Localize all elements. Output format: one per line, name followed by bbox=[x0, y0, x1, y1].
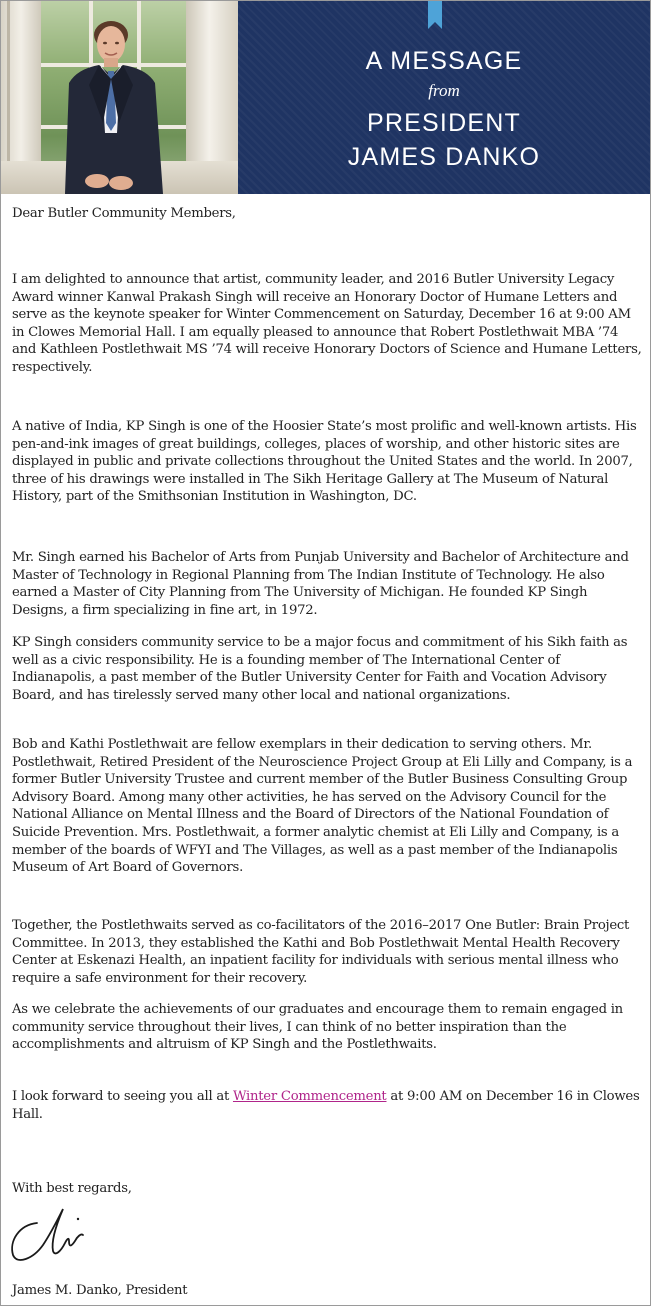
letter-salutation: Dear Butler Community Members, bbox=[12, 206, 236, 221]
letter-paragraph-8 bbox=[12, 1088, 642, 1123]
president-photo bbox=[1, 1, 238, 194]
paragraph-8-text-start: I look forward to seeing you all at bbox=[12, 1089, 233, 1104]
letter-signer: James M. Danko, President bbox=[12, 1283, 188, 1298]
winter-commencement-link[interactable]: Winter Commencement bbox=[232, 1089, 387, 1104]
letter-paragraph-6: Together, the Postlethwaits served as co-facilitators of the 2016–2017 One Butler: Brain Project Committee. In 2013, they established the Kathi and Bob Postlethwait Mental Health Recovery Center at Eskenazi Health, an inpatient facility for individuals with serious mental illness who require a safe environment for their recovery. bbox=[12, 918, 630, 986]
letter-paragraph-5: Bob and Kathi Postlethwait are fellow exemplars in their dedication to serving others. Mr. Postlethwait, Retired President of the Neuroscience Project Group at Eli Lilly and Company, is a former Butler University Trustee and current member of the Butler Business Consulting Group Advisory Board. Among many other activities, he has served on the Advisory Council for the National Alliance on Mental Illness and the Board of Directors of the National Foundation of Suicide Prevention. Mrs. Postlethwait, a former analytic chemist at Eli Lilly and Company, is a member of the boards of WFYI and The Villages, as well as a past member of the Indianapolis Museum of Art Board of Governors. bbox=[12, 737, 633, 876]
handwritten-signature bbox=[7, 1201, 97, 1267]
header-title-block bbox=[238, 1, 650, 194]
header-title-name: JAMES DANKO bbox=[347, 143, 541, 171]
letter-paragraph-3: Mr. Singh earned his Bachelor of Arts from Punjab University and Bachelor of Architecture and Master of Technology in Regional Planning from The Indian Institute of Technology. He also earned a Master of City Planning from The University of Michigan. He founded KP Singh Designs, a firm specializing in fine art, in 1972. bbox=[12, 550, 629, 618]
letter-paragraph-7: As we celebrate the achievements of our graduates and encourage them to remain engaged in community service throughout their lives, I can think of no better inspiration than the accomplishments and altruism of KP Singh and the Postlethwaits. bbox=[12, 1002, 623, 1053]
header-banner bbox=[1, 1, 650, 194]
header-title-from: from bbox=[428, 81, 460, 100]
letter-paragraph-2: A native of India, KP Singh is one of the Hoosier State’s most prolific and well-known artists. His pen-and-ink images of great buildings, colleges, places of worship, and other historic sites are displayed in public and private collections throughout the United States and the world. In 2007, three of his drawings were installed in The Sikh Heritage Gallery at The Museum of Natural History, part of the Smithsonian Institution in Washington, DC. bbox=[12, 419, 637, 505]
letter-closing: With best regards, bbox=[12, 1181, 132, 1196]
letter-paragraph-4: KP Singh considers community service to be a major focus and commitment of his Sikh faith as well as a civic responsibility. He is a founding member of The International Center of Indianapolis, a past member of the Butler University Center for Faith and Vocation Advisory Board, and has tirelessly served many other local and national organizations. bbox=[12, 635, 628, 703]
header-title-president: PRESIDENT bbox=[367, 109, 521, 137]
letter-paragraph-1: I am delighted to announce that artist, community leader, and 2016 Butler University Legacy Award winner Kanwal Prakash Singh will receive an Honorary Doctor of Humane Letters and serve as the keynote speaker for Winter Commencement on Saturday, December 16 at 9:00 AM in Clowes Memorial Hall. I am equally pleased to announce that Robert Postlethwait MBA ’74 and Kathleen Postlethwait MS ’74 will receive Honorary Doctors of Science and Humane Letters, respectively. bbox=[12, 272, 642, 375]
header-title-a-message: A MESSAGE bbox=[365, 47, 523, 75]
bookmark-ribbon-icon bbox=[428, 1, 442, 29]
president-figure bbox=[59, 13, 171, 194]
paragraph-8-text-end: at 9:00 AM on December 16 in Clowes Hall. bbox=[12, 1089, 640, 1122]
